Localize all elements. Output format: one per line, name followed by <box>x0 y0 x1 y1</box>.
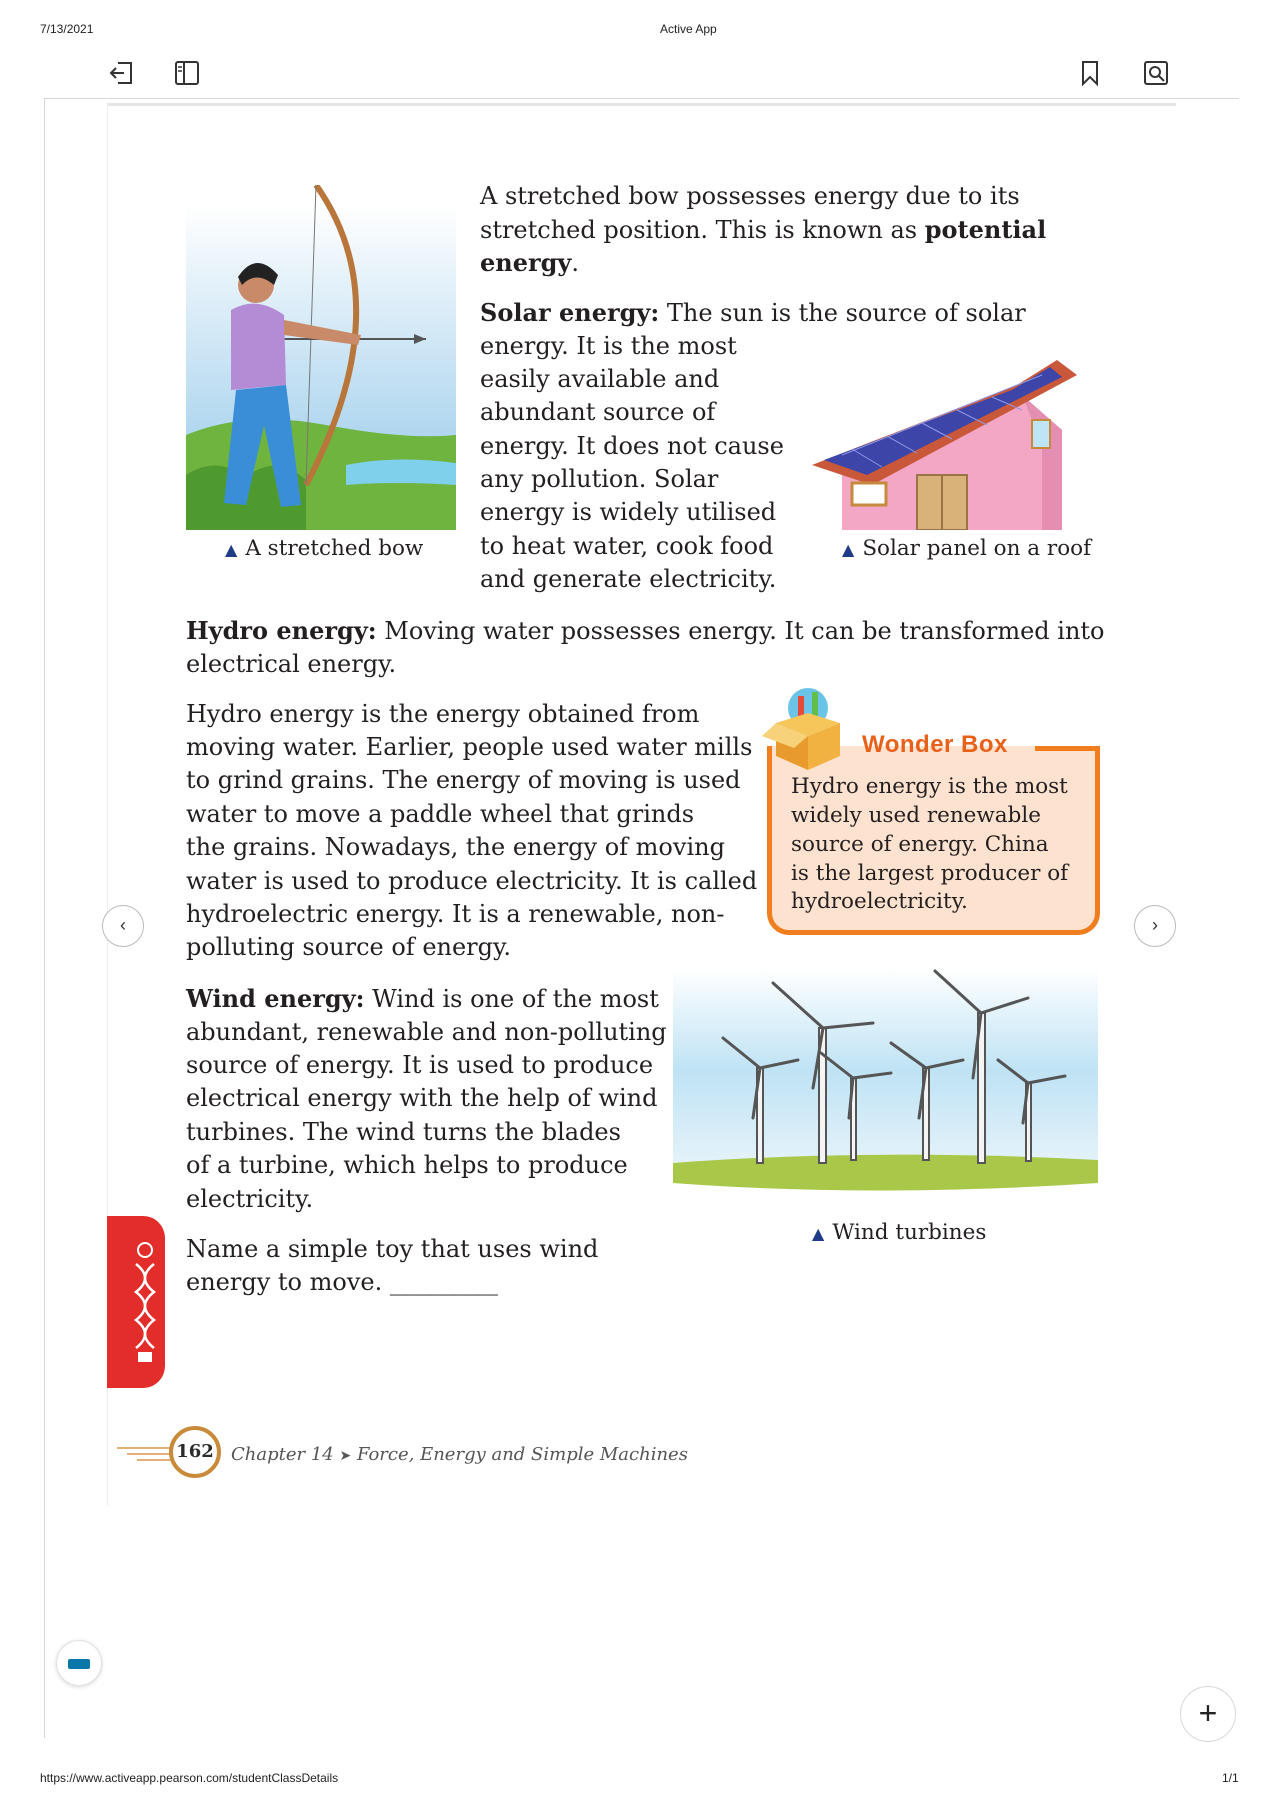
next-page-button[interactable]: › <box>1134 905 1176 947</box>
caption-arrow-icon: ▲ <box>225 540 238 559</box>
hydro-line: hydroelectric energy. It is a renewable, non- <box>186 900 725 928</box>
hydro-line: to grind grains. The energy of moving is used <box>186 766 741 794</box>
question-line2: energy to move. _________ <box>186 1268 498 1296</box>
solar-caption-text: Solar panel on a roof <box>862 536 1092 561</box>
wind-line: electricity. <box>186 1185 314 1213</box>
wind-line: source of energy. It is used to produce <box>186 1051 654 1079</box>
hydro-intro-text: Moving water possesses energy. It can be transformed into <box>376 617 1105 645</box>
solar-line: energy. It is the most <box>480 332 737 360</box>
solar-line: easily available and <box>480 365 720 393</box>
solar-line: energy is widely utilised <box>480 498 777 526</box>
bow-text-line1: A stretched bow possesses energy due to its <box>480 182 1020 210</box>
hydro-intro-line2: electrical energy. <box>186 650 397 678</box>
wind-line: of a turbine, which helps to produce <box>186 1151 628 1179</box>
print-date: 7/13/2021 <box>40 22 94 36</box>
breadcrumb-arrow-icon: ➤ <box>339 1448 352 1464</box>
archer-illustration <box>186 185 456 530</box>
solar-house-illustration <box>812 355 1097 530</box>
wind-line1: Wind is one of the most <box>364 985 659 1013</box>
print-page: 1/1 <box>1222 1771 1239 1785</box>
bow-text-line2 <box>480 213 1046 247</box>
wind-line: electrical energy with the help of wind <box>186 1084 658 1112</box>
solar-caption <box>842 536 1091 561</box>
hydro-line: water is used to produce electricity. It is called <box>186 867 758 895</box>
footer-decoration-lines <box>117 1440 177 1466</box>
hydro-line: polluting source of energy. <box>186 933 512 961</box>
wonder-line: is the largest producer of <box>791 861 1069 886</box>
solar-line: to heat water, cook food <box>480 532 774 560</box>
wonder-box-border <box>1035 746 1100 751</box>
print-title: Active App <box>660 22 717 36</box>
hydro-line: water to move a paddle wheel that grinds <box>186 800 695 828</box>
search-icon[interactable] <box>1141 58 1171 88</box>
notes-button[interactable] <box>56 1640 102 1686</box>
exit-icon[interactable] <box>107 58 137 88</box>
chapter-title: Force, Energy and Simple Machines <box>356 1444 688 1465</box>
solar-heading: Solar energy: <box>480 298 660 327</box>
bow-caption-text: A stretched bow <box>245 536 424 561</box>
wonder-line: source of energy. China <box>791 832 1049 857</box>
chapter-footer <box>231 1444 688 1465</box>
wonder-line: hydroelectricity. <box>791 889 968 914</box>
solar-line1: The sun is the source of solar <box>659 299 1026 327</box>
bookmark-icon[interactable] <box>1075 58 1105 88</box>
hydro-line: Hydro energy is the energy obtained from <box>186 700 700 728</box>
bow-text-line3 <box>480 246 579 280</box>
wind-caption-text: Wind turbines <box>832 1220 987 1245</box>
bow-text-period: . <box>571 249 579 277</box>
wonder-box-title: Wonder Box <box>862 731 1008 758</box>
wind-caption <box>812 1220 986 1245</box>
wonder-line: widely used renewable <box>791 803 1041 828</box>
wind-turbines-illustration <box>673 968 1098 1208</box>
dna-icon <box>130 1240 160 1365</box>
viewer-frame-left <box>44 98 45 1738</box>
hydro-line: moving water. Earlier, people used water mills <box>186 733 753 761</box>
hydro-heading: Hydro energy: <box>186 616 377 645</box>
solar-line: energy. It does not cause <box>480 432 784 460</box>
viewer-frame-top <box>44 98 1239 99</box>
bow-text-line2-plain: stretched position. This is known as <box>480 216 918 244</box>
solar-line: abundant source of <box>480 398 716 426</box>
bow-caption <box>225 536 423 561</box>
chapter-label: Chapter 14 <box>231 1444 334 1465</box>
wonder-box-icon <box>758 678 856 774</box>
solar-heading-line <box>480 296 1026 330</box>
wonder-line: Hydro energy is the most <box>791 774 1068 799</box>
wind-line: turbines. The wind turns the blades <box>186 1118 621 1146</box>
wind-heading-line <box>186 982 659 1016</box>
energy-term: energy <box>480 248 572 277</box>
caption-arrow-icon: ▲ <box>842 540 855 559</box>
solar-line: any pollution. Solar <box>480 465 719 493</box>
print-url: https://www.activeapp.pearson.com/studentClassDetails <box>40 1771 339 1785</box>
hydro-intro-line1 <box>186 614 1105 648</box>
notes-icon <box>68 1659 90 1669</box>
add-button[interactable]: + <box>1180 1686 1236 1742</box>
wind-line: abundant, renewable and non-polluting <box>186 1018 667 1046</box>
page-number: 162 <box>169 1426 221 1478</box>
prev-page-button[interactable]: ‹ <box>102 905 144 947</box>
question-line1: Name a simple toy that uses wind <box>186 1235 599 1263</box>
wind-heading: Wind energy: <box>186 984 365 1013</box>
hydro-line: the grains. Nowadays, the energy of moving <box>186 833 725 861</box>
potential-term: potential <box>924 215 1047 244</box>
caption-arrow-icon: ▲ <box>812 1224 825 1243</box>
sidebar-toggle-icon[interactable] <box>172 58 202 88</box>
solar-line: and generate electricity. <box>480 565 777 593</box>
